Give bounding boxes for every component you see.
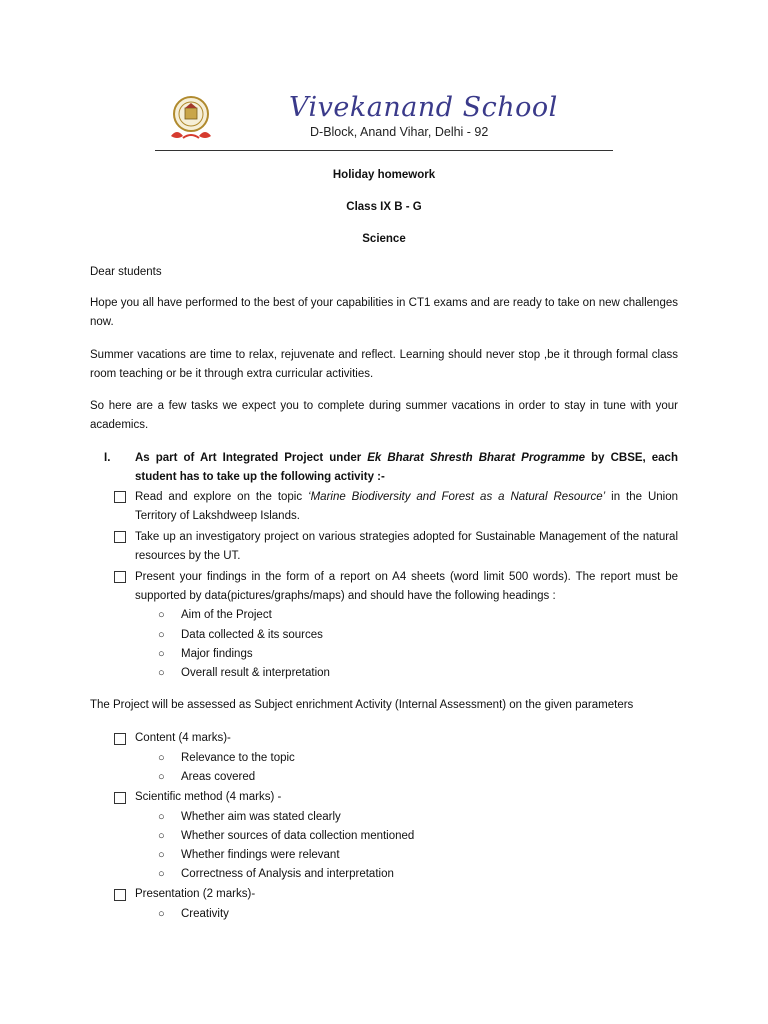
- criterion-item: Areas covered: [181, 771, 256, 783]
- class-title: Class IX B - G: [346, 201, 422, 213]
- heading-item: Aim of the Project: [181, 609, 272, 621]
- presentation-criterion: Presentation (2 marks)-: [135, 888, 256, 900]
- bullet-icon: ○: [158, 849, 165, 861]
- greeting: Dear students: [90, 266, 162, 278]
- task-3-checkbox[interactable]: [114, 571, 126, 583]
- bullet-icon: ○: [158, 830, 165, 842]
- item-number: I.: [104, 452, 111, 464]
- task-1-checkbox[interactable]: [114, 491, 126, 503]
- paragraph-2: Summer vacations are time to relax, rejuvenate and reflect. Learning should never stop ,be it through formal class room teaching or be it through extra curricular activities.: [90, 349, 678, 380]
- bullet-icon: ○: [158, 629, 165, 641]
- content-checkbox[interactable]: [114, 733, 126, 745]
- bullet-icon: ○: [158, 811, 165, 823]
- paragraph-3: So here are a few tasks we expect you to complete during summer vacations in order to stay in tune with your academics.: [90, 400, 678, 431]
- bullet-icon: ○: [158, 752, 165, 764]
- task-2-text: Take up an investigatory project on various strategies adopted for Sustainable Management of the natural resources by the UT.: [135, 531, 678, 562]
- item-text: As part of Art Integrated Project under Ek Bharat Shresth Bharat Programme by CBSE, each student has to take up the following activity :-: [135, 452, 678, 483]
- task-2-checkbox[interactable]: [114, 531, 126, 543]
- criterion-item: Relevance to the topic: [181, 752, 295, 764]
- bullet-icon: ○: [158, 908, 165, 920]
- criterion-item: Whether sources of data collection mentioned: [181, 830, 415, 842]
- method-checkbox[interactable]: [114, 792, 126, 804]
- task-1-text: Read and explore on the topic ‘Marine Biodiversity and Forest as a Natural Resource’ in the Union Territory of Lakshdweep Islands.: [135, 491, 678, 522]
- heading-item: Major findings: [181, 648, 253, 660]
- heading-item: Data collected & its sources: [181, 629, 323, 641]
- letterhead: [155, 88, 613, 151]
- school-address: D-Block, Anand Vihar, Delhi - 92: [310, 125, 489, 139]
- criterion-item: Correctness of Analysis and interpretation: [181, 868, 394, 880]
- heading-item: Overall result & interpretation: [181, 667, 330, 679]
- task-3-text: Present your findings in the form of a report on A4 sheets (word limit 500 words). The report must be supported by data(pictures/graphs/maps) and should have the following headings :: [135, 571, 678, 602]
- school-emblem-icon: [165, 92, 217, 144]
- bullet-icon: ○: [158, 771, 165, 783]
- paragraph-1: Hope you all have performed to the best of your capabilities in CT1 exams and are ready to take on new challenges now.: [90, 297, 678, 328]
- doc-title: Holiday homework: [332, 169, 436, 181]
- assessment-intro: The Project will be assessed as Subject enrichment Activity (Internal Assessment) on the given parameters: [90, 699, 634, 711]
- bullet-icon: ○: [158, 667, 165, 679]
- presentation-checkbox[interactable]: [114, 889, 126, 901]
- bullet-icon: ○: [158, 648, 165, 660]
- criterion-item: Whether findings were relevant: [181, 849, 340, 861]
- bullet-icon: ○: [158, 609, 165, 621]
- criterion-item: Whether aim was stated clearly: [181, 811, 341, 823]
- criterion-item: Creativity: [181, 908, 229, 920]
- method-criterion: Scientific method (4 marks) -: [135, 791, 282, 803]
- bullet-icon: ○: [158, 868, 165, 880]
- subject-title: Science: [362, 233, 406, 245]
- content-criterion: Content (4 marks)-: [135, 732, 231, 744]
- school-name: Vivekanand School: [289, 92, 558, 123]
